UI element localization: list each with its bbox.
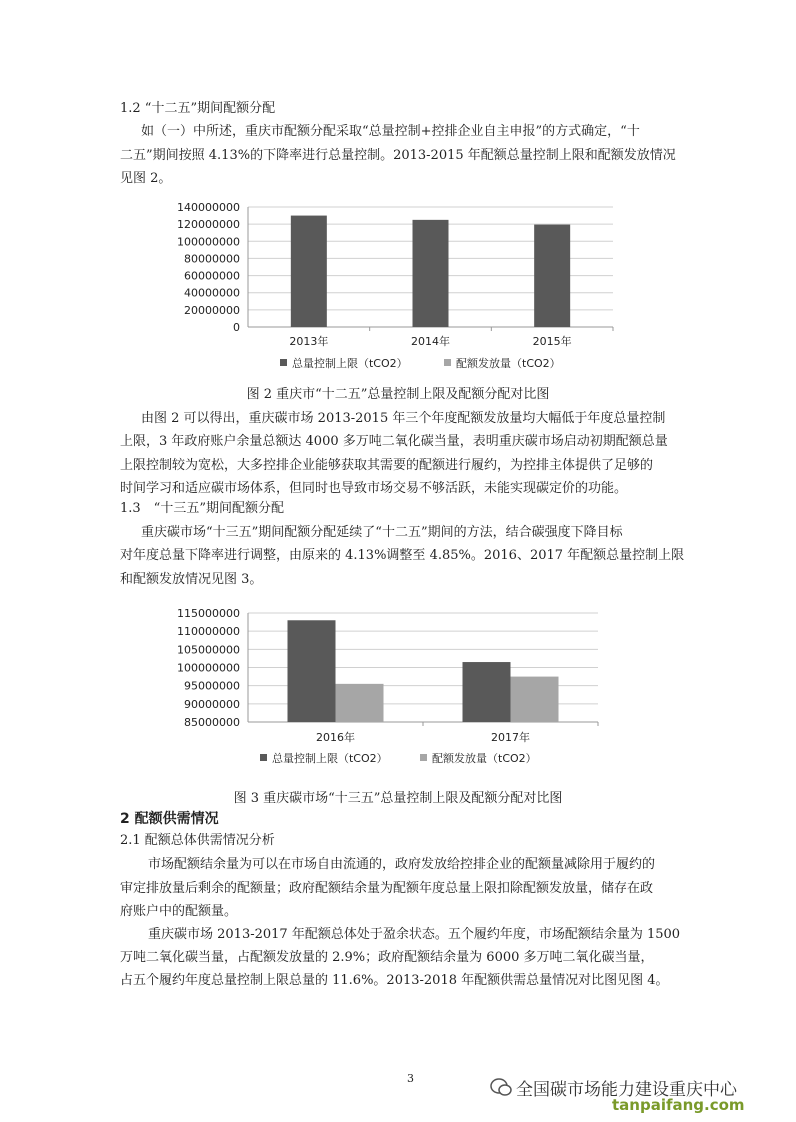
y-tick-label: 105000000 [177,643,240,657]
figure-2-svg [168,197,618,379]
paragraph-line: 占五个履约年度总量控制上限总量的 11.6%。2013-2018 年配额供需总量情况对比图见图 4。 [120,973,669,988]
figure-3-chart [158,603,604,773]
paragraph-line: 如（一）中所述，重庆市配额分配采取“总量控制+控排企业自主申报”的方式确定，“十 [141,124,640,139]
paragraph-line: 二五”期间按照 4.13%的下降率进行总量控制。2013-2015 年配额总量控制上限和配额发放情况 [120,148,676,163]
section-heading-2-1: 2.1 配额总体供需情况分析 [120,833,275,848]
y-tick-label: 20000000 [184,303,240,317]
y-tick-label: 85000000 [184,716,240,729]
y-tick-label: 80000000 [184,252,240,266]
page-number: 3 [407,1072,414,1085]
paragraph-line: 和配额发放情况见图 3。 [120,572,263,587]
y-tick-label: 0 [233,321,240,334]
y-tick-label: 100000000 [177,235,240,249]
bar-issued [511,677,559,722]
figure-2-chart [168,197,618,379]
paragraph-line: 审定排放量后剩余的配额量；政府配额结余量为配额年度总量上限扣除配额发放量，储存在政 [120,881,654,896]
section-heading-1-3: 1.3 “十三五”期间配额分配 [120,501,284,516]
wechat-icon [490,1077,512,1097]
x-tick-label: 2014年 [411,335,450,348]
bar-cap [413,220,449,327]
y-tick-label: 90000000 [184,697,240,711]
paragraph-line: 见图 2。 [120,171,172,186]
x-tick-label: 2015年 [532,335,572,348]
y-tick-label: 95000000 [184,679,240,693]
paragraph-line: 府账户中的配额量。 [120,904,238,919]
legend-swatch [420,754,427,761]
x-tick-label: 2013年 [289,335,329,348]
paragraph-line: 上限，3 年政府账户余量总额达 4000 多万吨二氧化碳当量，表明重庆碳市场启动初期配额总量 [120,434,668,449]
paragraph-line: 时间学习和适应碳市场体系，但同时也导致市场交易不够活跃，未能实现碳定价的功能。 [120,481,628,496]
y-tick-label: 40000000 [184,286,240,300]
legend-label: 配额发放量（tCO2） [456,357,561,370]
legend-swatch [260,754,267,761]
x-tick-label: 2017年 [491,731,530,744]
y-tick-label: 100000000 [177,661,240,675]
paragraph-line: 上限控制较为宽松，大多控排企业能够获取其需要的配额进行履约，为控排主体提供了足够的 [120,458,654,473]
bar-cap [534,225,570,327]
paragraph-line: 重庆碳市场 2013-2017 年配额总体处于盈余状态。五个履约年度，市场配额结余量为 1500 [148,927,681,942]
watermark-text: 全国碳市场能力建设重庆中心 [516,1080,737,1100]
legend-label: 配额发放量（tCO2） [432,752,537,765]
y-tick-label: 110000000 [177,625,240,639]
section-heading-1-2: 1.2 “十二五”期间配额分配 [120,101,276,116]
bar-cap [291,216,327,327]
figure-3-svg [158,603,604,773]
y-tick-label: 60000000 [184,269,240,283]
paragraph-line: 市场配额结余量为可以在市场自由流通的，政府发放给控排企业的配额量减除用于履约的 [148,857,656,872]
watermark-url: tanpaifang.com [612,1096,745,1114]
bar-cap [288,620,336,722]
paragraph-line: 由图 2 可以得出，重庆碳市场 2013-2015 年三个年度配额发放量均大幅低于年度总量控制 [141,411,666,426]
figure-2-caption: 图 2 重庆市“十二五”总量控制上限及配额分配对比图 [246,387,550,402]
watermark [490,1075,790,1115]
paragraph-line: 重庆碳市场“十三五”期间配额分配延续了“十二五”期间的方法，结合碳强度下降目标 [141,525,623,540]
legend-swatch [444,359,451,366]
y-tick-label: 115000000 [177,607,240,620]
bar-cap [463,662,511,722]
legend-label: 总量控制上限（tCO2） [292,357,408,370]
bar-issued [336,684,384,722]
legend-label: 总量控制上限（tCO2） [272,752,388,765]
paragraph-line: 对年度总量下降率进行调整，由原来的 4.13%调整至 4.85%。2016、2017 年配额总量控制上限 [120,548,685,563]
x-tick-label: 2016年 [316,731,355,744]
legend-swatch [280,359,287,366]
y-tick-label: 120000000 [177,218,240,232]
figure-3-caption: 图 3 重庆碳市场“十三五”总量控制上限及配额分配对比图 [233,791,563,806]
paragraph-line: 万吨二氧化碳当量，占配额发放量的 2.9%；政府配额结余量为 6000 多万吨二氧化碳当量， [120,950,654,965]
section-heading-2: 2 配额供需情况 [120,811,219,827]
y-tick-label: 140000000 [177,201,240,214]
